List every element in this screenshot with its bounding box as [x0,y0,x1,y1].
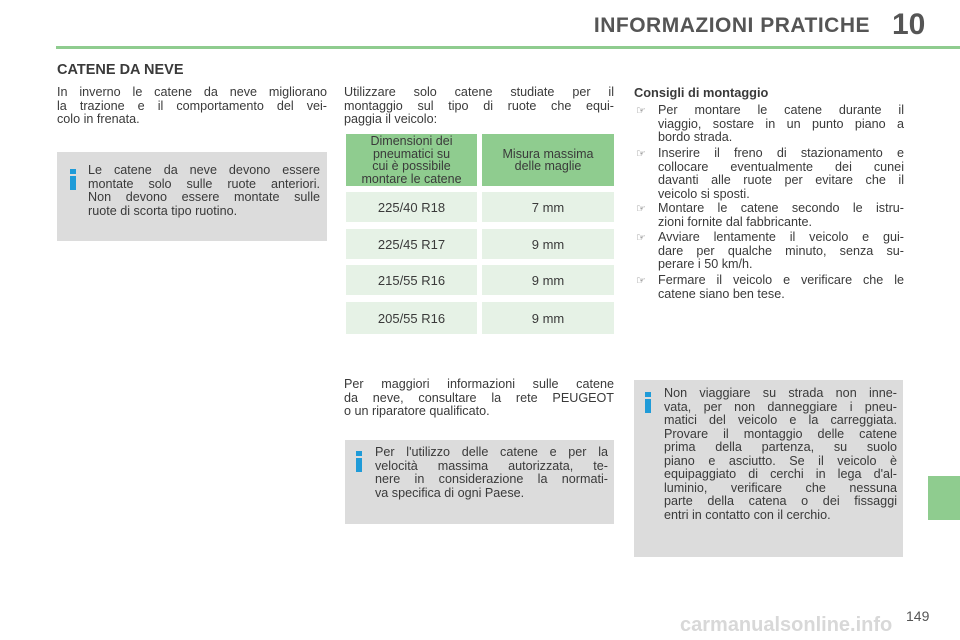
info-line: Provare il montaggio delle catene [664,426,897,441]
info-box-text [664,387,897,522]
pointing-hand-icon: ☞ [636,203,646,215]
table-cell-tire: 225/45 R17 [346,229,477,259]
tips-title: Consigli di montaggio [634,85,769,100]
more-info-text [344,378,614,419]
table-cell-tire: 205/55 R16 [346,302,477,334]
pointing-hand-icon: ☞ [636,148,646,160]
info-line: Non devono essere montate sulle [88,190,320,204]
header-line: delle maglie [514,159,582,173]
tip-line: perare i 50 km/h. [658,257,753,271]
info-line: o un riparatore qualificato. [344,404,490,418]
table-cell-mesh: 9 mm [482,265,614,295]
pointing-hand-icon: ☞ [636,232,646,244]
tip-line: zioni fornite dal fabbricante. [658,214,813,229]
section-title: CATENE DA NEVE [57,62,184,78]
table-cell-mesh: 7 mm [482,192,614,222]
info-box-front-wheels [57,152,327,241]
header-line: Dimensioni dei [370,134,453,148]
header-line: Misura massima [502,146,594,161]
info-line: parte della catena o dei fissaggi [664,494,897,508]
table-cell-tire: 215/55 R16 [346,265,477,295]
section-intro [57,86,327,127]
tip-text [658,274,904,301]
info-box-text [88,164,320,218]
chapter-number: 10 [892,8,926,41]
info-line: vata, per non danneggiare i pneu- [664,399,897,414]
tip-line: veicolo si sposti. [658,186,750,201]
tip-line: Avviare lentamente il veicolo e gui- [658,230,904,244]
tip-line: dare per qualche minuto, senza su- [658,243,904,258]
info-line: va specifica di ogni Paese. [375,485,525,500]
header-rule [56,46,960,49]
tip-line: Fermare il veicolo e verificare che le [658,273,904,287]
info-line: velocità massima autorizzata, te- [375,458,608,473]
table-header-mesh-size [482,134,614,186]
tip-line: davanti alle ruote per evitare che il [658,173,904,187]
tip-line: collocare eventualmente dei cunei [658,159,904,174]
info-line: Per maggiori informazioni sulle catene [344,377,614,391]
pointing-hand-icon: ☞ [636,275,646,287]
info-line: Le catene da neve devono essere [88,163,320,177]
tip-line: Per montare le catene durante il [658,103,904,117]
tip-text [658,147,904,201]
tip-line: Inserire il freno di stazionamento e [658,146,904,160]
table-cell-tire: 225/40 R18 [346,192,477,222]
intro-line: la trazione e il comportamento del vei- [57,98,327,113]
info-line: da neve, consultare la rete PEUGEOT [344,390,614,405]
info-line: prima della partenza, su suolo [664,440,897,454]
info-line: ruote di scorta tipo ruotino. [88,203,238,218]
info-line: Per l'utilizzo delle catene e per la [375,445,608,459]
table-cell-mesh: 9 mm [482,229,614,259]
info-line: matici del veicolo e la carreggiata. [664,413,897,427]
middle-intro [344,86,614,127]
info-line: luminio, verificare che nessuna [664,480,897,495]
info-line: equipaggiato di cerchi in lega d'al- [664,467,897,481]
table-header-tire-size [346,134,477,186]
header-line: pneumatici su [372,146,451,161]
tip-line: viaggio, sostare in un punto piano a [658,116,904,131]
header-line: montare le catene [361,171,462,186]
tip-line: catene siano ben tese. [658,286,785,301]
tip-text [658,104,904,145]
tip-line: bordo strada. [658,130,733,144]
intro-line: montaggio sul tipo di ruote che equi- [344,98,614,113]
table-cell-mesh: 9 mm [482,302,614,334]
tip-text [658,202,904,229]
info-line: entri in contatto con il cerchio. [664,507,831,522]
info-box-alloy-wheels [634,380,903,557]
watermark: carmanualsonline.info [680,614,893,636]
intro-line: colo in frenata. [57,112,140,126]
page-number: 149 [906,608,930,624]
header-line: cui è possibile [372,159,451,173]
intro-line: Utilizzare solo catene studiate per il [344,85,614,99]
info-line: piano e asciutto. Se il veicolo è [664,453,897,468]
pointing-hand-icon: ☞ [636,105,646,117]
chapter-side-tab [928,476,960,520]
intro-line: In inverno le catene da neve migliorano [57,85,327,99]
intro-line: paggia il veicolo: [344,112,438,126]
info-line: montate solo sulle ruote anteriori. [88,176,320,191]
info-line: nere in considerazione la normati- [375,472,608,486]
tip-text [658,231,904,272]
info-line: Non viaggiare su strada non inne- [664,386,897,400]
page-header-title: INFORMAZIONI PRATICHE [593,14,870,37]
info-box-speed [345,440,614,524]
tip-line: Montare le catene secondo le istru- [658,201,904,215]
info-box-text [375,446,608,500]
